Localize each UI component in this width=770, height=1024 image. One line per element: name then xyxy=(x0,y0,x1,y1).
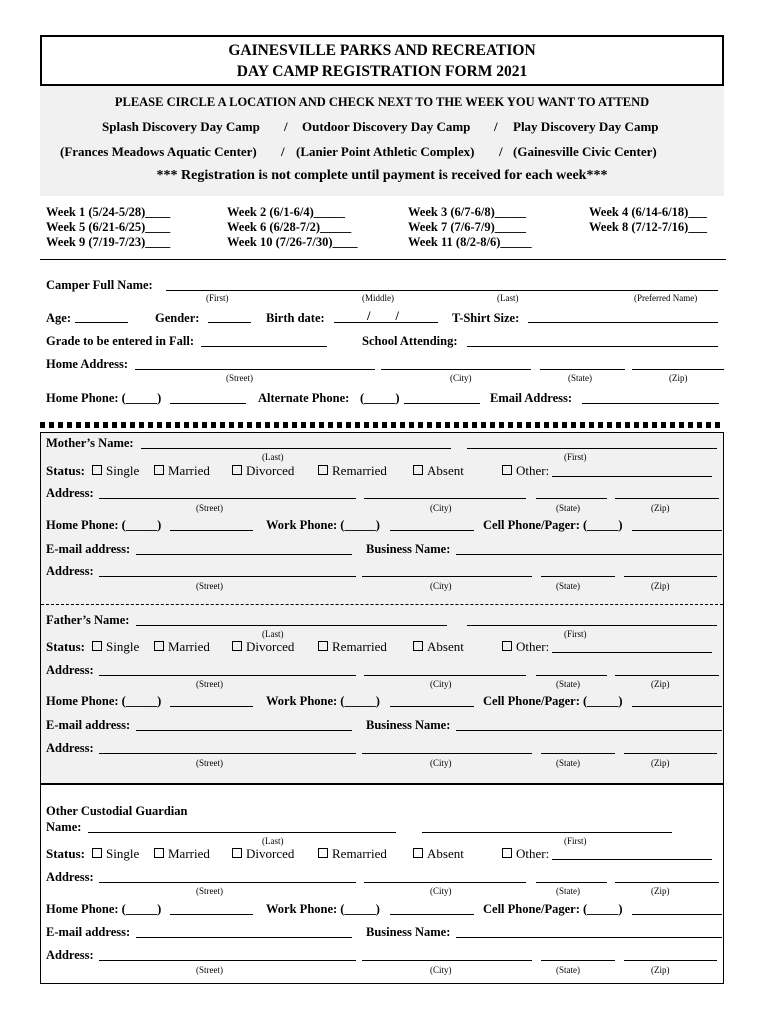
mother-zip-field[interactable] xyxy=(615,498,719,499)
guardian-work-state-field[interactable] xyxy=(541,960,615,961)
camp-option-play[interactable]: Play Discovery Day Camp xyxy=(513,119,659,134)
mother-last-sublabel: (Last) xyxy=(262,452,284,462)
camper-name-label: Camper Full Name: xyxy=(46,278,153,292)
checkbox-icon xyxy=(502,848,512,858)
guardian-email-label: E-mail address: xyxy=(46,925,131,939)
father-status-other[interactable]: Other: xyxy=(502,639,549,655)
mother-home-phone-field[interactable] xyxy=(170,530,253,531)
father-status-married[interactable]: Married xyxy=(154,639,210,655)
status-label: Status: xyxy=(46,846,86,861)
mother-status-absent[interactable]: Absent xyxy=(413,463,464,479)
grade-label: Grade to be entered in Fall: xyxy=(46,334,195,348)
guardian-email-field[interactable] xyxy=(136,937,352,938)
location-frances-meadows[interactable]: (Frances Meadows Aquatic Center) xyxy=(60,144,257,159)
guardian-heading: Other Custodial Guardian xyxy=(46,804,188,818)
checkbox-icon xyxy=(413,641,423,651)
week-3-checkbox[interactable]: Week 3 (6/7-6/8)_____ xyxy=(408,205,527,219)
guardian-status-single[interactable]: Single xyxy=(92,846,139,862)
guardian-state-field[interactable] xyxy=(536,882,607,883)
mother-state-field[interactable] xyxy=(536,498,607,499)
alternate-phone-label: Alternate Phone: xyxy=(258,391,350,405)
title-line-2: DAY CAMP REGISTRATION FORM 2021 xyxy=(236,63,528,80)
checkbox-icon xyxy=(318,641,328,651)
checkbox-icon xyxy=(232,465,242,475)
mother-cell-phone-label: Cell Phone/Pager: (_____) xyxy=(483,518,623,532)
guardian-work-state-sublabel: (State) xyxy=(556,965,580,975)
father-last-sublabel: (Last) xyxy=(262,629,284,639)
guardian-name-label: Name: xyxy=(46,820,82,834)
week-2-checkbox[interactable]: Week 2 (6/1-6/4)_____ xyxy=(227,205,346,219)
father-work-street-sublabel: (Street) xyxy=(196,758,223,768)
location-separator: / xyxy=(499,144,503,159)
mother-work-street-sublabel: (Street) xyxy=(196,581,223,591)
location-civic-center[interactable]: (Gainesville Civic Center) xyxy=(513,144,657,159)
father-work-state-field[interactable] xyxy=(541,753,615,754)
father-address-label: Address: xyxy=(46,663,94,677)
father-work-phone-label: Work Phone: (_____) xyxy=(266,694,380,708)
checkbox-icon xyxy=(92,641,102,651)
mother-work-phone-label: Work Phone: (_____) xyxy=(266,518,380,532)
guardian-business-field[interactable] xyxy=(456,937,722,938)
guardian-status-other[interactable]: Other: xyxy=(502,846,549,862)
camp-option-splash[interactable]: Splash Discovery Day Camp xyxy=(102,119,260,134)
guardian-zip-sublabel: (Zip) xyxy=(651,886,670,896)
mother-work-address-label: Address: xyxy=(46,564,94,578)
father-street-field[interactable] xyxy=(99,675,356,676)
guardian-work-phone-field[interactable] xyxy=(390,914,474,915)
camper-name-field[interactable] xyxy=(166,290,718,291)
location-lanier-point[interactable]: (Lanier Point Athletic Complex) xyxy=(296,144,475,159)
mother-work-state-sublabel: (State) xyxy=(556,581,580,591)
guardian-cell-phone-label: Cell Phone/Pager: (_____) xyxy=(483,902,623,916)
guardian-zip-field[interactable] xyxy=(615,882,719,883)
guardian-first-sublabel: (First) xyxy=(564,836,587,846)
guardian-city-sublabel: (City) xyxy=(430,886,452,896)
mother-business-label: Business Name: xyxy=(366,542,451,556)
week-6-checkbox[interactable]: Week 6 (6/28-7/2)_____ xyxy=(227,220,352,234)
checkbox-icon xyxy=(92,465,102,475)
tshirt-size-label: T-Shirt Size: xyxy=(452,311,520,325)
checkbox-icon xyxy=(154,641,164,651)
checkbox-icon xyxy=(413,465,423,475)
checkbox-icon xyxy=(232,641,242,651)
mother-email-field[interactable] xyxy=(136,554,352,555)
guardian-street-sublabel: (Street) xyxy=(196,886,223,896)
checkbox-icon xyxy=(502,465,512,475)
checkbox-icon xyxy=(502,641,512,651)
status-label: Status: xyxy=(46,463,86,478)
age-field[interactable] xyxy=(75,322,128,323)
mother-first-name-field[interactable] xyxy=(467,448,717,449)
grade-field[interactable] xyxy=(201,346,327,347)
week-11-checkbox[interactable]: Week 11 (8/2-8/6)_____ xyxy=(408,235,532,249)
mother-city-sublabel: (City) xyxy=(430,503,452,513)
father-status-divorced[interactable]: Divorced xyxy=(232,639,294,655)
guardian-status-absent[interactable]: Absent xyxy=(413,846,464,862)
gender-label: Gender: xyxy=(155,311,200,325)
mother-work-zip-field[interactable] xyxy=(624,576,717,577)
location-separator: / xyxy=(281,144,285,159)
father-status-absent[interactable]: Absent xyxy=(413,639,464,655)
mother-state-sublabel: (State) xyxy=(556,503,580,513)
father-zip-field[interactable] xyxy=(615,675,719,676)
father-street-sublabel: (Street) xyxy=(196,679,223,689)
father-email-field[interactable] xyxy=(136,730,352,731)
email-address-label: Email Address: xyxy=(490,391,573,405)
mother-street-sublabel: (Street) xyxy=(196,503,223,513)
mother-home-phone-label: Home Phone: (_____) xyxy=(46,518,162,532)
father-name-label: Father’s Name: xyxy=(46,613,130,627)
birth-date-label: Birth date: xyxy=(266,311,325,325)
mother-work-zip-sublabel: (Zip) xyxy=(651,581,670,591)
mother-street-field[interactable] xyxy=(99,498,356,499)
guardian-status-married[interactable]: Married xyxy=(154,846,210,862)
alternate-phone-field[interactable] xyxy=(404,403,480,404)
mother-email-label: E-mail address: xyxy=(46,542,131,556)
week-10-checkbox[interactable]: Week 10 (7/26-7/30)____ xyxy=(227,235,358,249)
mother-status-married[interactable]: Married xyxy=(154,463,210,479)
father-first-sublabel: (First) xyxy=(564,629,587,639)
mother-business-field[interactable] xyxy=(456,554,722,555)
guardian-work-city-field[interactable] xyxy=(362,960,532,961)
father-work-state-sublabel: (State) xyxy=(556,758,580,768)
school-field[interactable] xyxy=(467,346,718,347)
father-business-label: Business Name: xyxy=(366,718,451,732)
home-state-sublabel: (State) xyxy=(568,373,592,383)
birth-date-slashes: / / xyxy=(367,309,399,323)
guardian-work-street-sublabel: (Street) xyxy=(196,965,223,975)
camper-home-phone-label: Home Phone: (_____) xyxy=(46,391,162,405)
father-work-zip-field[interactable] xyxy=(624,753,717,754)
father-cell-phone-field[interactable] xyxy=(632,706,722,707)
camper-first-sublabel: (First) xyxy=(206,293,229,303)
father-business-field[interactable] xyxy=(456,730,722,731)
email-address-field[interactable] xyxy=(582,403,719,404)
week-1-checkbox[interactable]: Week 1 (5/24-5/28)____ xyxy=(46,205,171,219)
mother-work-city-sublabel: (City) xyxy=(430,581,452,591)
mother-zip-sublabel: (Zip) xyxy=(651,503,670,513)
guardian-work-city-sublabel: (City) xyxy=(430,965,452,975)
father-city-sublabel: (City) xyxy=(430,679,452,689)
guardian-street-field[interactable] xyxy=(99,882,356,883)
mother-status-remarried[interactable]: Remarried xyxy=(318,463,387,479)
title-line-1: GAINESVILLE PARKS AND RECREATION xyxy=(228,42,536,59)
father-home-phone-label: Home Phone: (_____) xyxy=(46,694,162,708)
mother-other-field[interactable] xyxy=(552,476,712,477)
mother-status-other[interactable]: Other: xyxy=(502,463,549,479)
guardian-state-sublabel: (State) xyxy=(556,886,580,896)
camper-home-phone-field[interactable] xyxy=(170,403,246,404)
mother-work-city-field[interactable] xyxy=(362,576,532,577)
mother-last-name-field[interactable] xyxy=(141,448,451,449)
home-address-label: Home Address: xyxy=(46,357,129,371)
school-label: School Attending: xyxy=(362,334,458,348)
father-email-label: E-mail address: xyxy=(46,718,131,732)
checkbox-icon xyxy=(318,848,328,858)
mother-father-divider xyxy=(41,604,723,605)
checkbox-icon xyxy=(154,465,164,475)
home-state-field[interactable] xyxy=(540,369,625,370)
father-work-city-sublabel: (City) xyxy=(430,758,452,768)
father-work-street-field[interactable] xyxy=(99,753,356,754)
gender-field[interactable] xyxy=(208,322,251,323)
father-work-address-label: Address: xyxy=(46,741,94,755)
camp-separator: / xyxy=(494,119,498,134)
checkbox-icon xyxy=(92,848,102,858)
guardian-home-phone-field[interactable] xyxy=(170,914,253,915)
instruction-text: PLEASE CIRCLE A LOCATION AND CHECK NEXT TO THE WEEK YOU WANT TO ATTEND xyxy=(114,95,650,109)
guardian-last-name-field[interactable] xyxy=(88,832,396,833)
guardian-other-field[interactable] xyxy=(552,859,712,860)
father-work-city-field[interactable] xyxy=(362,753,532,754)
father-city-field[interactable] xyxy=(364,675,526,676)
mother-city-field[interactable] xyxy=(364,498,526,499)
guardian-address-label: Address: xyxy=(46,870,94,884)
week-7-checkbox[interactable]: Week 7 (7/6-7/9)_____ xyxy=(408,220,527,234)
camp-option-outdoor[interactable]: Outdoor Discovery Day Camp xyxy=(302,119,471,134)
tshirt-size-field[interactable] xyxy=(528,322,718,323)
mother-name-label: Mother’s Name: xyxy=(46,436,134,450)
guardian-first-name-field[interactable] xyxy=(422,832,672,833)
father-other-field[interactable] xyxy=(552,652,712,653)
guardian-cell-phone-field[interactable] xyxy=(632,914,722,915)
camper-preferred-sublabel: (Preferred Name) xyxy=(634,293,698,303)
father-status-single[interactable]: Single xyxy=(92,639,139,655)
week-8-checkbox[interactable]: Week 8 (7/12-7/16)___ xyxy=(589,220,708,234)
guardian-status-remarried[interactable]: Remarried xyxy=(318,846,387,862)
mother-work-phone-field[interactable] xyxy=(390,530,474,531)
age-label: Age: xyxy=(46,311,71,325)
home-city-sublabel: (City) xyxy=(450,373,472,383)
week-4-checkbox[interactable]: Week 4 (6/14-6/18)___ xyxy=(589,205,708,219)
guardian-business-label: Business Name: xyxy=(366,925,451,939)
father-last-name-field[interactable] xyxy=(136,625,447,626)
father-state-sublabel: (State) xyxy=(556,679,580,689)
payment-notice: *** Registration is not complete until payment is received for each week*** xyxy=(156,168,608,183)
camper-last-sublabel: (Last) xyxy=(497,293,519,303)
mother-address-label: Address: xyxy=(46,486,94,500)
home-street-sublabel: (Street) xyxy=(226,373,253,383)
status-label: Status: xyxy=(46,639,86,654)
home-zip-field[interactable] xyxy=(632,369,724,370)
mother-work-state-field[interactable] xyxy=(541,576,615,577)
guardian-work-zip-sublabel: (Zip) xyxy=(651,965,670,975)
mother-status-single[interactable]: Single xyxy=(92,463,139,479)
guardian-home-phone-label: Home Phone: (_____) xyxy=(46,902,162,916)
father-home-phone-field[interactable] xyxy=(170,706,253,707)
father-zip-sublabel: (Zip) xyxy=(651,679,670,689)
checkbox-icon xyxy=(318,465,328,475)
father-first-name-field[interactable] xyxy=(467,625,717,626)
guardian-last-sublabel: (Last) xyxy=(262,836,284,846)
home-city-field[interactable] xyxy=(381,369,531,370)
alternate-phone-paren: (_____) xyxy=(360,391,400,405)
section-divider xyxy=(40,259,726,260)
checkbox-icon xyxy=(154,848,164,858)
home-street-field[interactable] xyxy=(135,369,375,370)
guardian-city-field[interactable] xyxy=(364,882,526,883)
checkbox-icon xyxy=(413,848,423,858)
mother-status-divorced[interactable]: Divorced xyxy=(232,463,294,479)
home-zip-sublabel: (Zip) xyxy=(669,373,688,383)
guardian-work-phone-label: Work Phone: (_____) xyxy=(266,902,380,916)
form-title xyxy=(40,35,724,86)
checkbox-icon xyxy=(232,848,242,858)
dotted-separator xyxy=(40,422,724,428)
father-state-field[interactable] xyxy=(536,675,607,676)
father-status-remarried[interactable]: Remarried xyxy=(318,639,387,655)
camper-middle-sublabel: (Middle) xyxy=(362,293,394,303)
guardian-work-address-label: Address: xyxy=(46,948,94,962)
week-9-checkbox[interactable]: Week 9 (7/19-7/23)____ xyxy=(46,235,171,249)
mother-first-sublabel: (First) xyxy=(564,452,587,462)
camp-separator: / xyxy=(284,119,288,134)
father-work-phone-field[interactable] xyxy=(390,706,474,707)
mother-cell-phone-field[interactable] xyxy=(632,530,722,531)
father-work-zip-sublabel: (Zip) xyxy=(651,758,670,768)
father-cell-phone-label: Cell Phone/Pager: (_____) xyxy=(483,694,623,708)
guardian-work-zip-field[interactable] xyxy=(624,960,717,961)
mother-work-street-field[interactable] xyxy=(99,576,356,577)
week-5-checkbox[interactable]: Week 5 (6/21-6/25)____ xyxy=(46,220,171,234)
guardian-status-divorced[interactable]: Divorced xyxy=(232,846,294,862)
guardian-work-street-field[interactable] xyxy=(99,960,356,961)
